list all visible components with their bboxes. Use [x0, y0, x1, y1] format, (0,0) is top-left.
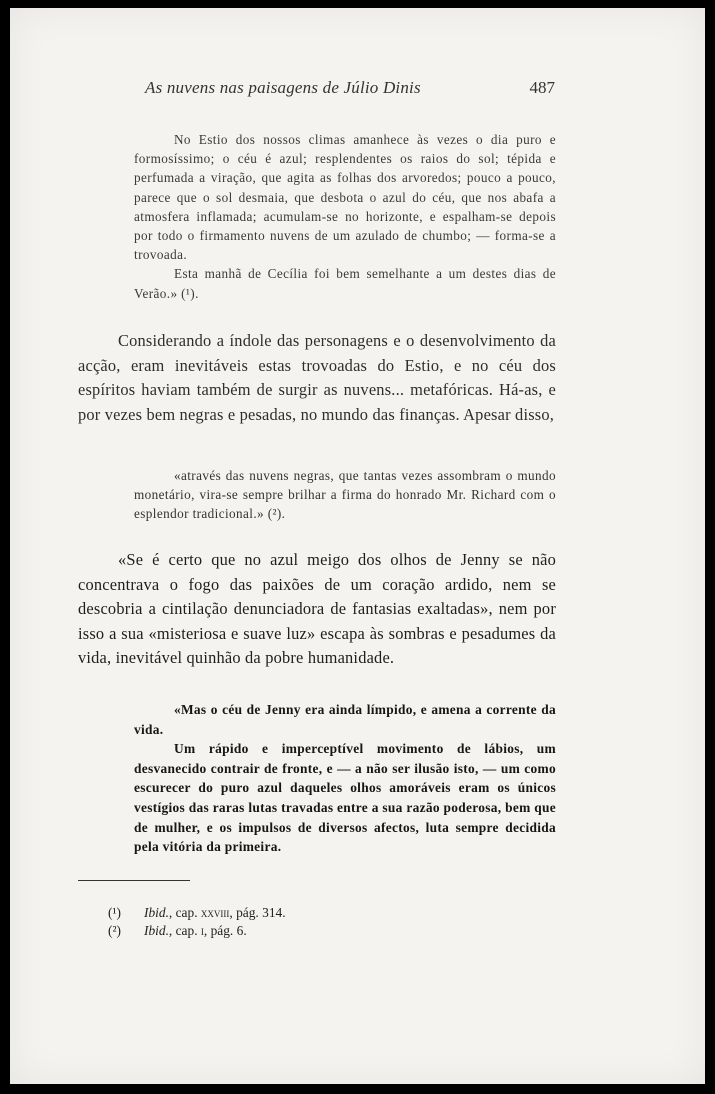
footnote-ibid: Ibid. [144, 923, 169, 938]
footnote-1 [108, 904, 508, 922]
quote3-paragraph-2: Um rápido e imperceptível movimento de lábios, um desvanecido contrair de fronte, e — a não ser ilusão isto, — um como escurecer do puro azul daqueles olhos amoráveis eram os únicos vestígios das raras lutas travadas entre a sua razão poderosa, bem que de mulher, e os impulsos de diversos afectos, luta sempre decidida pela vitória da primeira. [134, 741, 556, 855]
footnotes [108, 904, 508, 940]
footnote-rule [78, 880, 190, 881]
footnote-ibid: Ibid. [144, 905, 169, 920]
footnote-page: , pág. 6. [203, 923, 247, 938]
block-quote-2 [134, 466, 556, 524]
footnote-page: , pág. 314. [229, 905, 286, 920]
footnote-reference [144, 922, 247, 940]
quote1-paragraph-1: No Estio dos nossos climas amanhece às vezes o dia puro e formosíssimo; o céu é azul; resplendentes os raios do sol; tépida e perfumada a viração, que agita as folhas dos arvoredos; pouco a pouco, parece que o sol desmaia, que desbota o azul do céu, que nos abafa a atmosfera inflamada; acumulam-se no horizonte, e espalham-se depois por todo o firmamento nuvens de um azulado de chumbo; — forma-se a trovoada. [134, 132, 556, 263]
footnote-text: , cap. [168, 923, 201, 938]
footnote-text: , cap. [168, 905, 201, 920]
page-number: 487 [529, 78, 555, 97]
running-header [145, 78, 555, 98]
block-quote-1 [134, 130, 556, 303]
body2-text: «Se é certo que no azul meigo dos olhos de Jenny se não concentrava o fogo das paixões de um coração ardido, nem se descobria a cintilação denunciadora de fantasias exaltadas», nem por isso a sua «misteriosa e suave luz» escapa às sombras e pesadumes da vida, inevitável quinhão da pobre humanidade. [78, 550, 556, 668]
footnote-mark: (²) [108, 923, 121, 938]
footnote-2 [108, 922, 508, 940]
footnote-chapter: xxviii [200, 905, 230, 920]
body-paragraph-1 [78, 329, 556, 427]
book-page [10, 8, 705, 1084]
running-title: As nuvens nas paisagens de Júlio Dinis [145, 78, 421, 97]
quote2-text: «através das nuvens negras, que tantas vezes assombram o mundo monetário, vira-se sempre brilhar a firma do honrado Mr. Richard com o esplendor tradicional.» (²). [134, 468, 556, 522]
quote3-paragraph-1: «Mas o céu de Jenny era ainda límpido, e amena a corrente da vida. [134, 702, 556, 737]
body-paragraph-2 [78, 548, 556, 671]
block-quote-3 [134, 700, 556, 857]
footnote-chapter: i [200, 923, 204, 938]
footnote-reference [144, 904, 286, 922]
footnote-mark: (¹) [108, 905, 121, 920]
body1-text: Considerando a índole das personagens e o desenvolvimento da acção, eram inevitáveis estas trovoadas do Estio, e no céu dos espíritos haviam também de surgir as nuvens... metafóricas. Há-as, e por vezes bem negras e pesadas, no mundo das finanças. Apesar disso, [78, 331, 556, 424]
quote1-paragraph-2: Esta manhã de Cecília foi bem semelhante a um destes dias de Verão.» (¹). [134, 266, 556, 301]
